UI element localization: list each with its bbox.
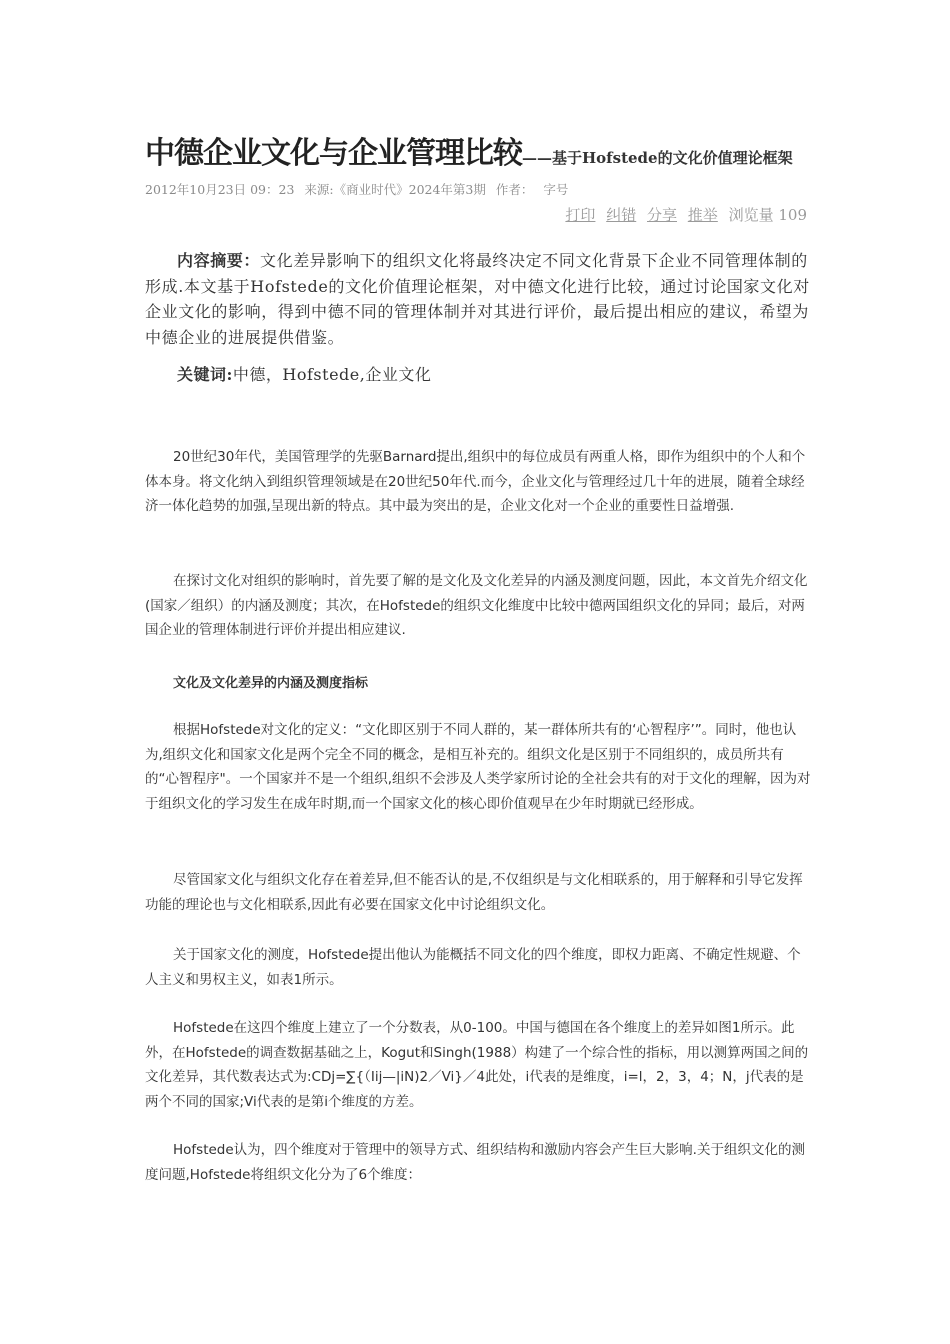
print-link[interactable]: 打印 — [565, 206, 596, 224]
body-paragraph-1: 20世纪30年代，美国管理学的先驱Barnard提出,组织中的每位成员有两重人格，即作为组织中的个人和个体本身。将文化纳入到组织管理领域是在20世纪50年代.而今，企业文化与管理经过几十年的进展，随着全球经济一体化趋势的加强,呈现出新的特点。其中最为突出的是，企业文化对一个企业的重要性日益增强. — [145, 449, 806, 514]
body-paragraph-5: 关于国家文化的测度，Hofstede提出他认为能概括不同文化的四个维度，即权力距离、不确定性规避、个人主义和男权主义，如表1所示。 — [145, 947, 801, 988]
body-paragraph-6: Hofstede在这四个维度上建立了一个分数表，从0-100。中国与德国在各个维度上的差异如图1所示。此外，在Hofstede的调查数据基础之上，Kogut和Singh(1988）构建了一个综合性的指标，用以测算两国之间的文化差异，其代数表达式为:CDj=∑{（Iij—|iN)2／Vi}／4此处，i代表的是维度，i=l，2，3，4；N，j代表的是两个不同的国家;Vi代表的是第i个维度的方差。 — [145, 1020, 809, 1110]
body-paragraph-4: 尽管国家文化与组织文化存在着差异,但不能否认的是,不仅组织是与文化相联系的，用于解释和引导它发挥功能的理论也与文化相联系,因此有必要在国家文化中讨论组织文化。 — [145, 872, 803, 913]
body-paragraph-3: 根据Hofstede对文化的定义：“文化即区别于不同人群的，某一群体所共有的‘心智程序’”。同时，他也认为,组织文化和国家文化是两个完全不同的概念，是相互补充的。组织文化是区别于不同组织的，成员所共有的“心智程序"。一个国家并不是一个组织,组织不会涉及人类学家所讨论的全社会共有的对于文化的理解，因为对于组织文化的学习发生在成年时期,而一个国家文化的核心即价值观早在少年时期就已经形成。 — [145, 722, 811, 812]
title-subtitle: ——基于Hofstede的文化价值理论框架 — [522, 149, 793, 167]
keywords — [145, 362, 812, 388]
article-meta — [145, 180, 812, 200]
correct-link[interactable]: 纠错 — [606, 206, 637, 224]
body-paragraph-2: 在探讨文化对组织的影响时，首先要了解的是文化及文化差异的内涵及测度问题，因此，本文首先介绍文化(国家／组织）的内涵及测度；其次，在Hofstede的组织文化维度中比较中德两国组织文化的异同；最后，对两国企业的管理体制进行评价并提出相应建议. — [145, 573, 808, 638]
recommend-link[interactable]: 推举 — [687, 206, 718, 224]
abstract-text: 文化差异影响下的组织文化将最终决定不同文化背景下企业不同管理体制的形成.本文基于Hofstede的文化价值理论框架，对中德文化进行比较，通过讨论国家文化对企业文化的影响，得到中德不同的管理体制并对其进行评价，最后提出相应的建议，希望为中德企业的进展提供借鉴。 — [145, 251, 810, 347]
article-title — [145, 132, 812, 178]
abstract — [145, 248, 812, 350]
font-size-label[interactable]: 字号 — [543, 182, 569, 197]
abstract-label: 内容摘要： — [177, 251, 261, 270]
share-link[interactable]: 分享 — [647, 206, 678, 224]
article-source: 来源:《商业时代》2024年第3期 — [304, 182, 486, 197]
article-toolbar — [145, 202, 807, 228]
view-count: 浏览量 109 — [728, 206, 807, 224]
title-main: 中德企业文化与企业管理比较 — [145, 136, 522, 171]
section-heading: 文化及文化差异的内涵及测度指标 — [173, 676, 369, 691]
keywords-label: 关键词: — [177, 365, 233, 384]
body-paragraph-7: Hofstede认为，四个维度对于管理中的领导方式、组织结构和激励内容会产生巨大影响.关于组织文化的测度问题,Hofstede将组织文化分为了6个维度： — [145, 1142, 805, 1183]
article-author: 作者： — [495, 182, 534, 197]
article-header — [145, 132, 812, 388]
publish-date: 2012年10月23日 09：23 — [145, 182, 295, 197]
keywords-text: 中德，Hofstede,企业文化 — [232, 365, 432, 384]
